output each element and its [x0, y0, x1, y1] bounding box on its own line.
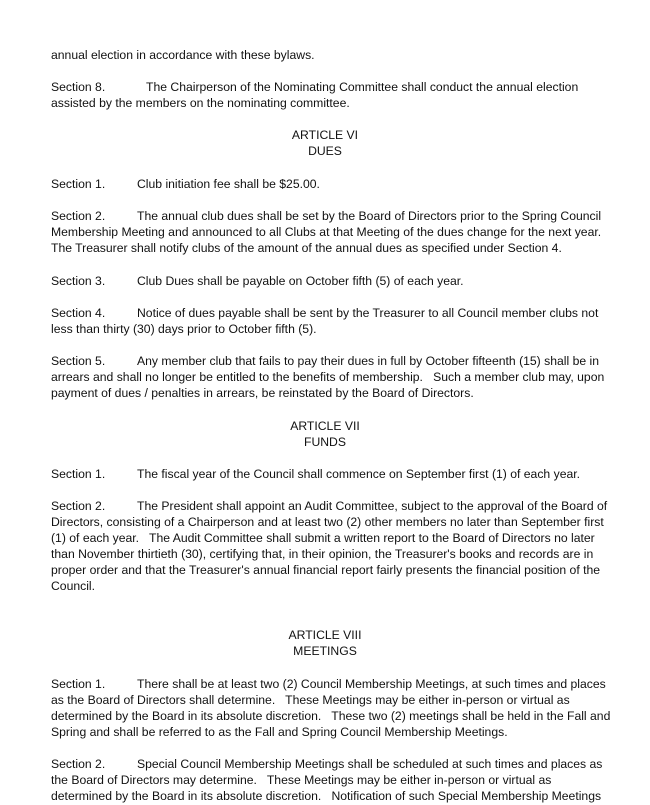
art8-section2-line3: determined by the Board in its absolute discretion. Notification of such Special Membership Meetings	[51, 789, 602, 803]
section-text: Special Council Membership Meetings shall be scheduled at such times and places as	[137, 757, 603, 771]
art6-section1	[51, 176, 320, 192]
art8-section2-line2: the Board of Directors may determine. These Meetings may be either in-person or virtual as	[51, 773, 552, 787]
section-text: Club Dues shall be payable on October fifth (5) of each year.	[137, 274, 464, 288]
section-label: Section 2.	[51, 209, 106, 223]
section-label: Section 2.	[51, 499, 106, 513]
art6-section2-line3: The Treasurer shall notify clubs of the amount of the annual dues as specified under Section 4.	[51, 241, 562, 255]
art7-section2-line5: proper order and that the Treasurer's annual financial report fairly presents the financial position of the	[51, 563, 601, 577]
section-label: Section 1.	[51, 177, 106, 191]
art5-section8-line1	[51, 79, 578, 95]
art8-section1-line2: as the Board of Directors shall determine. These Meetings may be either in-person or virtual as	[51, 693, 570, 707]
section-label: Section 5.	[51, 354, 106, 368]
section-label: Section 1.	[51, 677, 106, 691]
art6-section4-line1	[51, 305, 598, 321]
art8-section2-line1	[51, 756, 602, 772]
art7-section2-line4: than November thirtieth (30), certifying that, in their opinion, the Treasurer's books and records are in	[51, 547, 594, 561]
art8-section1-line4: Spring and shall be referred to as the Fall and Spring Council Membership Meetings.	[51, 725, 508, 739]
section-text: The annual club dues shall be set by the Board of Directors prior to the Spring Council	[137, 209, 602, 223]
art8-section1-line1	[51, 676, 606, 692]
article7-subtitle: FUNDS	[304, 435, 346, 449]
art6-section3	[51, 273, 464, 289]
art7-section2-line3: (1) of each year. The Audit Committee shall submit a written report to the Board of Directors no later	[51, 531, 595, 545]
article8-subtitle: MEETINGS	[293, 644, 357, 658]
art7-section2-line6: Council.	[51, 579, 96, 593]
article6-title: ARTICLE VI	[291, 128, 359, 142]
section-text: There shall be at least two (2) Council Membership Meetings, at such times and places	[137, 677, 606, 691]
section-text: The President shall appoint an Audit Committee, subject to the approval of the Board of	[137, 499, 608, 513]
art6-section5-line2: arrears and shall no longer be entitled to the benefits of membership. Such a member club may, upon	[51, 370, 605, 384]
section-text: Club initiation fee shall be $25.00.	[137, 177, 320, 191]
art8-section1-line3: determined by the Board in its absolute discretion. These two (2) meetings shall be held in the Fall and	[51, 709, 611, 723]
section-text: Notice of dues payable shall be sent by the Treasurer to all Council member clubs not	[137, 306, 599, 320]
art6-section2-line1	[51, 208, 601, 224]
art7-section2-line1	[51, 498, 607, 514]
section-label: Section 1.	[51, 467, 106, 481]
section-text: The fiscal year of the Council shall commence on September first (1) of each year.	[137, 467, 581, 481]
section-text: Any member club that fails to pay their dues in full by October fifteenth (15) shall be in	[137, 354, 600, 368]
article8-title: ARTICLE VIII	[288, 628, 362, 642]
section-label: Section 2.	[51, 757, 106, 771]
art6-section5-line1	[51, 353, 599, 369]
intro-line: annual election in accordance with these bylaws.	[51, 48, 315, 62]
art7-section1	[51, 466, 580, 482]
art6-section4-line2: less than thirty (30) days prior to October fifth (5).	[51, 322, 317, 336]
section-text: The Chairperson of the Nominating Committee shall conduct the annual election	[146, 80, 579, 94]
art5-section8-line2: assisted by the members on the nominating committee.	[51, 96, 350, 110]
art6-section2-line2: Membership Meeting and announced to all Clubs at that Meeting of the dues change for the next year.	[51, 225, 602, 239]
section-label: Section 4.	[51, 306, 106, 320]
article7-title: ARTICLE VII	[290, 419, 360, 433]
article6-subtitle: DUES	[308, 144, 342, 158]
section-label: Section 8.	[51, 80, 106, 94]
art7-section2-line2: Directors, consisting of a Chairperson and at least two (2) other members no later than September first	[51, 515, 604, 529]
section-label: Section 3.	[51, 274, 106, 288]
art6-section5-line3: payment of dues / penalties in arrears, be reinstated by the Board of Directors.	[51, 386, 474, 400]
